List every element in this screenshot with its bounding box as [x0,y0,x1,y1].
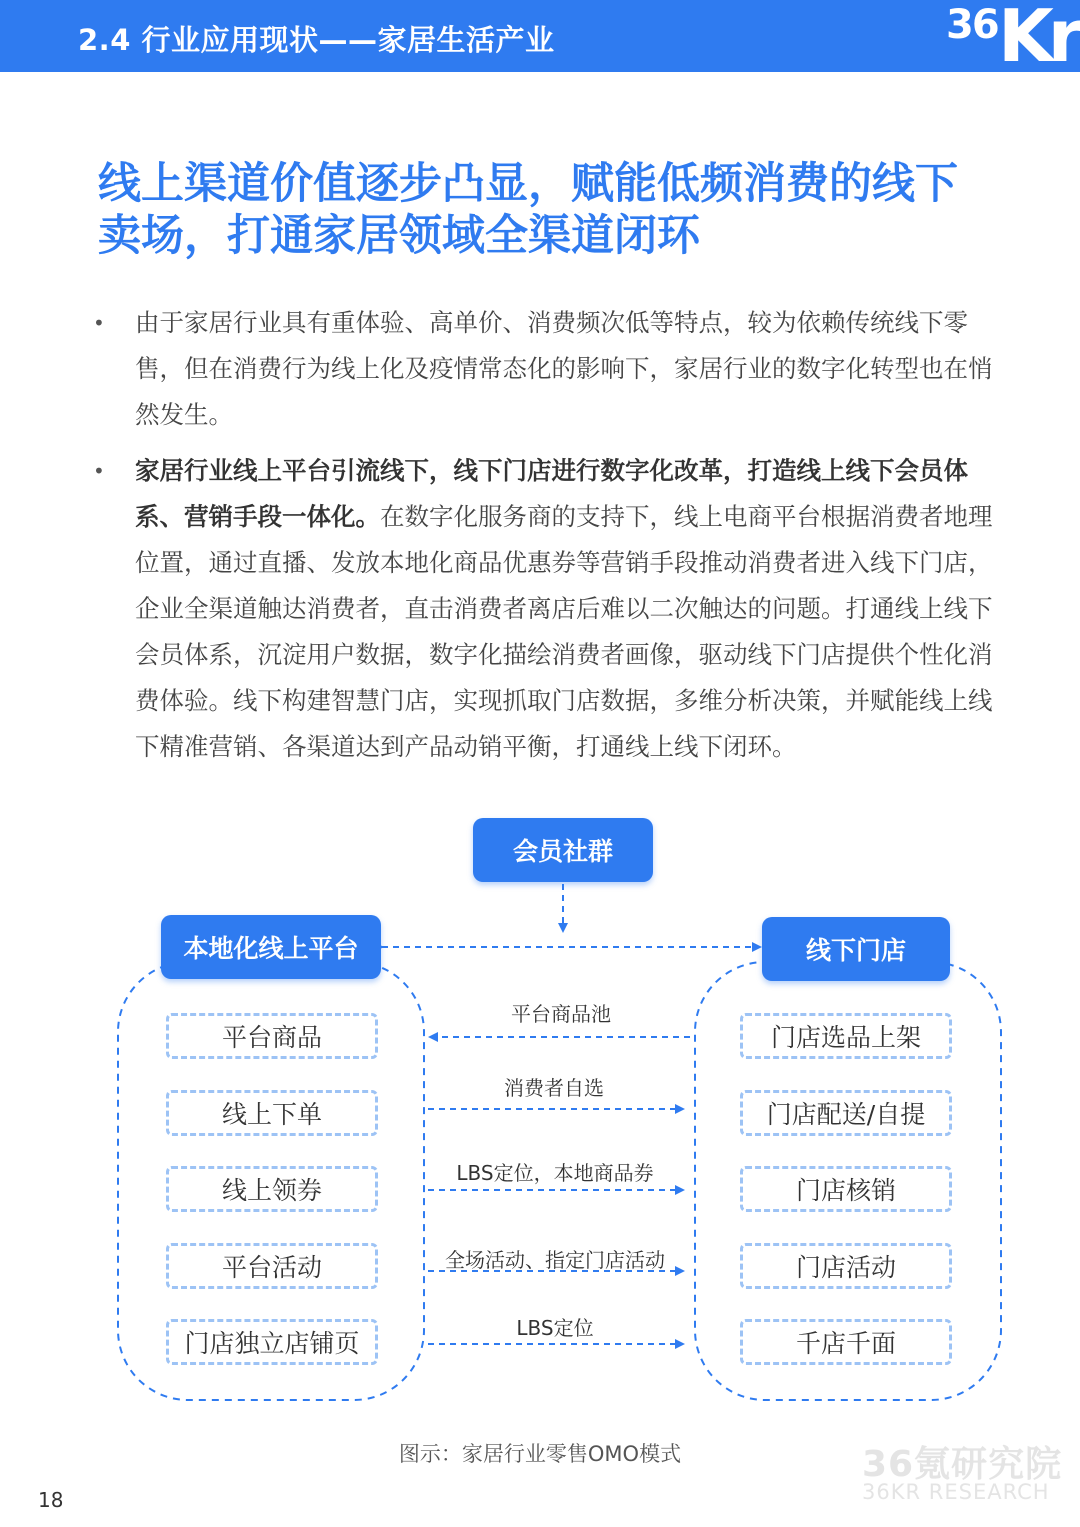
bullet-dot-icon: • [93,459,105,483]
headline-line-1: 线上渠道价值逐步凸显，赋能低频消费的线下 [98,159,958,209]
figure-caption: 图示：家居行业零售OMO模式 [398,1442,682,1466]
right-item-store-listing: 门店选品上架 [740,1013,952,1059]
bullet-bold-lead: 家居行业线上平台引流线下，线下门店进行数字化改革，打造线上线下会员体系、营销手段一体化。 [135,456,968,531]
flow-label-2: 消费者自选 [504,1076,604,1100]
node-offline-store: 线下门店 [762,917,950,981]
flow-label-1: 平台商品池 [511,1002,611,1026]
headline-line-2: 卖场，打通家居领域全渠道闭环 [98,211,700,261]
brand-logo [940,0,1080,78]
right-item-store-delivery: 门店配送/自提 [740,1090,952,1136]
logo-letters: Kr [998,0,1078,78]
page-number: 18 [38,1488,64,1512]
left-item-platform-activity: 平台活动 [166,1243,378,1289]
left-container [118,962,424,1400]
node-member-community: 会员社群 [473,818,653,882]
left-item-store-page: 门店独立店铺页 [166,1319,378,1365]
right-container [695,962,1001,1400]
section-title: 2.4 行业应用现状——家居生活产业 [78,23,555,57]
flow-label-4: 全场活动、指定门店活动 [445,1248,665,1272]
bullet-paragraph-1 [93,300,1015,438]
left-item-platform-goods: 平台商品 [166,1013,378,1059]
left-item-online-order: 线上下单 [166,1090,378,1136]
left-item-online-coupon: 线上领券 [166,1166,378,1212]
watermark-en: 36KR RESEARCH [862,1480,1050,1504]
right-item-personalized: 千店千面 [740,1319,952,1365]
page-headline [98,158,998,262]
right-item-store-activity: 门店活动 [740,1243,952,1289]
flow-label-5: LBS定位 [516,1316,594,1340]
header-bar [0,0,1080,78]
flow-label-3: LBS定位，本地商品券 [456,1161,654,1185]
bullet-paragraph-2 [93,448,1015,770]
node-local-online-platform: 本地化线上平台 [161,915,381,979]
watermark-cn: 36氪研究院 [862,1444,1063,1485]
logo-digits: 36 [946,2,998,48]
bullet-text: 在数字化服务商的支持下，线上电商平台根据消费者地理位置，通过直播、发放本地化商品优惠券等营销手段推动消费者进入线下门店，企业全渠道触达消费者，直击消费者离店后难以二次触达的问题。打通线上线下会员体系，沉淀用户数据，数字化描绘消费者画像，驱动线下门店提供个性化消费体验。线下构建智慧门店，实现抓取门店数据，多维分析决策，并赋能线上线下精准营销、各渠道达到产品动销平衡，打通线上线下闭环。 [135,502,993,761]
right-item-store-redeem: 门店核销 [740,1166,952,1212]
bullet-text: 由于家居行业具有重体验、高单价、消费频次低等特点，较为依赖传统线下零售，但在消费行为线上化及疫情常态化的影响下，家居行业的数字化转型也在悄然发生。 [135,308,993,429]
bullet-dot-icon: • [93,311,105,335]
